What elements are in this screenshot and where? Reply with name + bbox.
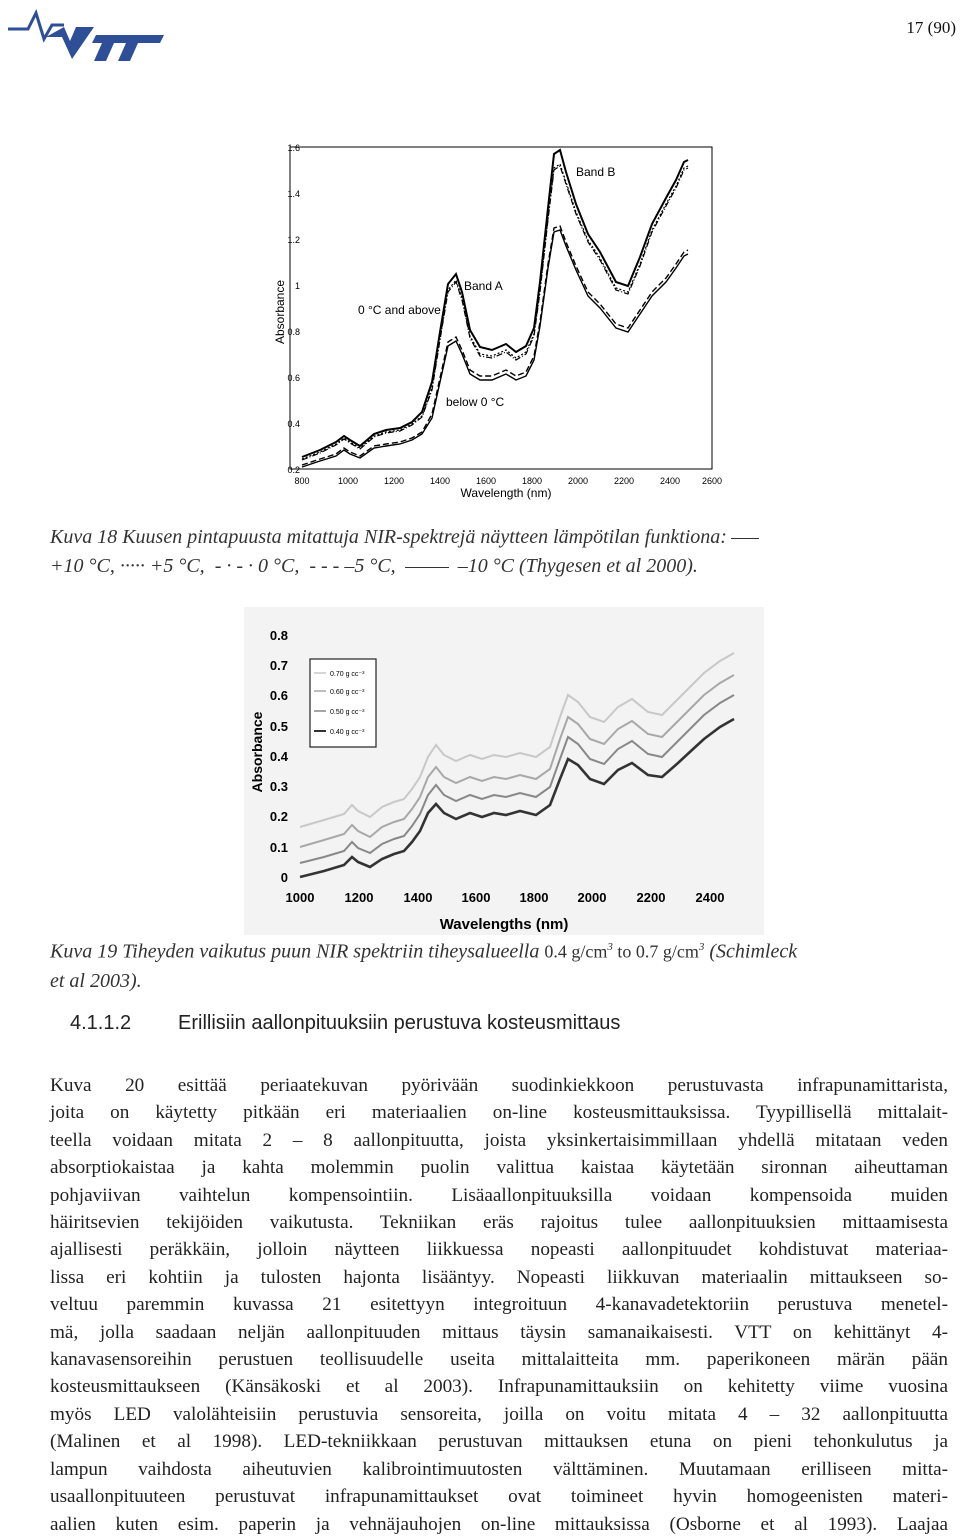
y-tick: 0.8 bbox=[269, 628, 288, 643]
y-tick: 0.6 bbox=[287, 373, 300, 383]
section-number: 4.1.1.2 bbox=[70, 1012, 132, 1034]
text-line: häiritsevien tekijöiden vaikutusta. Tekniikan eräs rajoitus tulee aallonpituuksien mittaamisesta bbox=[50, 1212, 948, 1234]
x-tick: 2200 bbox=[636, 890, 666, 905]
y-tick: 0.4 bbox=[287, 419, 300, 429]
text-line: veltuu paremmin kuvassa 21 esitettyyn integroituun 4-kanavadetektoriin perustuva menetel- bbox=[50, 1294, 948, 1316]
y-tick: 0.7 bbox=[269, 658, 288, 673]
x-tick: 2200 bbox=[613, 476, 635, 486]
caption-part: (Schimleck bbox=[704, 940, 798, 963]
caption-line: Kuva 18 Kuusen pintapuusta mitattuja NIR-spektrejä näytteen lämpötilan funktiona: bbox=[50, 526, 727, 548]
below-zero-label: below 0 °C bbox=[446, 395, 505, 409]
legend-label: 0.60 g cc⁻³ bbox=[330, 689, 365, 696]
text-line: teella voidaan mitata 2 – 8 aallonpituutta, joista yksinkertaisimmillaan yhdellä mitataan veden bbox=[50, 1129, 948, 1151]
x-axis-label: Wavelengths (nm) bbox=[439, 916, 569, 933]
caption-part: et al 2003). bbox=[50, 969, 142, 992]
text-line: usaallonpituuteen perustuvat infrapunamittaukset ovat toimineet hyvin homogeenisten materi- bbox=[50, 1486, 948, 1508]
y-tick: 0.2 bbox=[287, 465, 300, 475]
caption-part: 0.4 g/cm bbox=[544, 941, 608, 962]
caption-part: 0 °C, bbox=[258, 555, 300, 577]
dashed-sample: - - - bbox=[309, 555, 340, 577]
text-line: lampun vaihdosta aiheutuvien kalibrointimuutosten välttäminen. Muutamaan erilliseen mitta- bbox=[50, 1458, 948, 1480]
text-line: kosteusmittaukseen (Känsäkoski et al 2003). Infrapunamittauksiin on kehitetty viime vuosina bbox=[50, 1376, 948, 1398]
text-line: joita on käytetty pitkään eri materiaalien on-line kosteusmittauksissa. Tyypillisellä mittalait- bbox=[50, 1102, 948, 1124]
solid-line-sample bbox=[405, 567, 449, 568]
caption-part: +10 °C, bbox=[50, 555, 115, 577]
x-tick: 2400 bbox=[659, 476, 681, 486]
y-tick: 1.6 bbox=[287, 143, 300, 153]
dashdot-sample: - · - · bbox=[214, 555, 254, 577]
text-line: aalien kuten esim. paperin ja vehnäjauhojen on-line mittauksissa (Osborne et al 1993). Laajaa bbox=[50, 1513, 948, 1535]
caption-part: +5 °C, bbox=[149, 555, 205, 577]
x-tick: 1000 bbox=[285, 890, 315, 905]
legend-label: 0.70 g cc⁻³ bbox=[330, 671, 365, 678]
x-tick: 1200 bbox=[383, 476, 405, 486]
figure-18-chart bbox=[270, 132, 740, 502]
x-tick: 1400 bbox=[429, 476, 451, 486]
caption-part: to 0.7 g/cm bbox=[612, 941, 699, 962]
y-axis-label: Absorbance bbox=[273, 279, 287, 345]
band-b-label: Band B bbox=[576, 165, 616, 179]
dotted-sample: ····· bbox=[119, 555, 145, 577]
y-axis-label: Absorbance bbox=[249, 711, 265, 793]
text-line: mä, jolla saadaan neljän aallonpituuden mittaus täysin samanaikaisesti. VTT on kehittänyt 4- bbox=[50, 1321, 948, 1343]
y-tick: 1.2 bbox=[287, 235, 300, 245]
text-line: absorptiokaistaa ja kahta molemmin puolin valittua kaistaa käytetään sironnan aiheuttaman bbox=[50, 1157, 948, 1179]
figure-18-caption bbox=[50, 523, 920, 581]
superscript: 3 bbox=[607, 941, 613, 953]
text-line: pohjaviivan vaihtelun kompensointiin. Lisäaallonpituuksilla voidaan kompensoida muiden bbox=[50, 1184, 948, 1206]
caption-part: Kuva 19 Tiheyden vaikutus puun NIR spektriin tiheysalueella bbox=[50, 940, 545, 963]
text-line: kanavasensoreihin perustuen teollisuudelle useita mittalaitteita mm. paperikoneen märän pään bbox=[50, 1349, 948, 1371]
x-axis-label: Wavelength (nm) bbox=[460, 486, 552, 500]
y-tick: 0 bbox=[280, 870, 288, 885]
x-tick: 1800 bbox=[519, 890, 549, 905]
y-tick: 0.8 bbox=[287, 327, 300, 337]
vtt-logo bbox=[6, 5, 166, 65]
x-tick: 800 bbox=[294, 476, 310, 486]
x-tick: 1400 bbox=[403, 890, 433, 905]
text-line: Kuva 20 esittää periaatekuvan pyörivään suodinkiekkoon perustuvasta infrapunamittarista, bbox=[50, 1075, 948, 1096]
legend-label: 0.50 g cc⁻³ bbox=[330, 709, 365, 716]
x-tick: 2000 bbox=[577, 890, 607, 905]
band-a-label: Band A bbox=[464, 279, 503, 293]
caption-part: –10 °C (Thygesen et al 2000). bbox=[457, 555, 698, 577]
y-tick: 1 bbox=[294, 281, 300, 291]
y-tick: 0.1 bbox=[269, 840, 288, 855]
caption-part: –5 °C, bbox=[344, 555, 396, 577]
section-heading bbox=[70, 1012, 620, 1035]
text-line: myös LED valolähteisiin perustuvia sensoreita, joilla on voitu mitata 4 – 32 aallonpituutta bbox=[50, 1403, 948, 1425]
text-line: lissa eri kohtiin ja tulosten hajonta lisääntyy. Nopeasti liikkuvan materiaalin mittaukseen so- bbox=[50, 1266, 948, 1288]
x-tick: 2400 bbox=[695, 890, 725, 905]
y-tick: 0.6 bbox=[269, 688, 288, 703]
text-line: ajallisesti peräkkäin, jolloin näytteen liikkuessa nopeasti aallonpituudet kohdistuvat materiaa- bbox=[50, 1239, 948, 1261]
above-zero-label: 0 °C and above bbox=[358, 303, 441, 317]
x-tick: 2600 bbox=[701, 476, 723, 486]
x-tick: 1600 bbox=[475, 476, 497, 486]
y-tick: 0.2 bbox=[269, 809, 288, 824]
text-line: (Malinen et al 1998). LED-tekniikkaan perustuvan mittauksen etuna on pieni tehonkulutus ja bbox=[50, 1431, 948, 1453]
section-title: Erillisiin aallonpituuksiin perustuva kosteusmittaus bbox=[178, 1012, 621, 1034]
y-tick: 1.4 bbox=[287, 189, 300, 199]
x-tick: 1200 bbox=[344, 890, 374, 905]
x-tick: 1800 bbox=[521, 476, 543, 486]
x-tick: 1600 bbox=[461, 890, 491, 905]
y-tick: 0.4 bbox=[269, 749, 288, 764]
x-tick-labels bbox=[294, 476, 722, 486]
body-paragraph bbox=[50, 1072, 948, 1538]
y-tick-labels bbox=[270, 628, 289, 885]
x-tick: 1000 bbox=[337, 476, 359, 486]
superscript: 3 bbox=[698, 941, 705, 953]
y-tick: 0.5 bbox=[269, 719, 288, 734]
x-tick: 2000 bbox=[567, 476, 589, 486]
page-number: 17 (90) bbox=[906, 18, 956, 37]
y-tick: 0.3 bbox=[269, 779, 288, 794]
solid-line-sample bbox=[731, 538, 759, 539]
figure-19-caption bbox=[50, 933, 920, 996]
legend-label: 0.40 g cc⁻³ bbox=[330, 729, 365, 736]
figure-19-chart bbox=[244, 607, 764, 935]
